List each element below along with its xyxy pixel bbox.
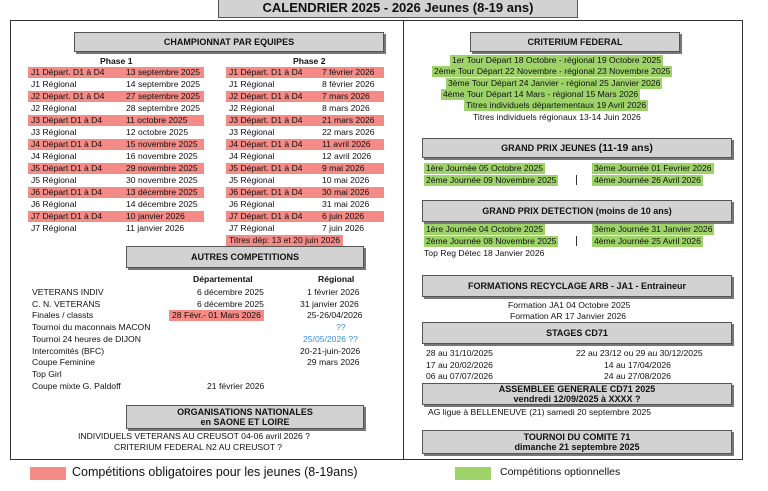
autres-row <box>32 381 392 392</box>
phase1-row <box>28 67 204 78</box>
phase1-label: J3 Départ D1 à D4 <box>31 115 103 125</box>
phase2-label: J4 Départ. D1 à D4 <box>229 139 303 149</box>
criterium-title: CRITERIUM FEDERAL <box>527 37 623 47</box>
phase2-row <box>226 139 384 150</box>
phase2-label: J7 Régional <box>229 223 275 233</box>
gp-detection-top: Top Reg Détec 18 Janvier 2026 <box>424 248 545 258</box>
autres-label: Finales / classts <box>32 310 94 321</box>
phase1-label: J6 Départ D1 à D4 <box>31 187 103 197</box>
assemblee-line: AG ligue à BELLENEUVE (21) samedi 20 septembre 2025 <box>428 407 652 417</box>
gp-detection-j1: 1ère Journée 04 Octobre 2025 <box>426 224 544 234</box>
phase2-label: J3 Départ. D1 à D4 <box>229 115 303 125</box>
stages-title: STAGES CD71 <box>546 328 608 338</box>
phase1-date: 11 octobre 2025 <box>126 115 188 125</box>
phase1-date: 11 janvier 2026 <box>126 223 185 233</box>
phase1-row <box>28 79 204 90</box>
championnat-title: CHAMPIONNAT PAR EQUIPES <box>163 37 295 47</box>
gp-jeunes-title: GRAND PRIX JEUNES <box>501 143 597 153</box>
phase1-label: J2 Régional <box>31 103 77 113</box>
gp-detection-title: GRAND PRIX DETECTION <box>482 206 594 216</box>
phase1-date: 14 décembre 2025 <box>126 199 198 209</box>
gp-jeunes-header <box>422 138 732 158</box>
phase2-label: J1 Départ. D1 à D4 <box>229 67 303 77</box>
autres-label: Coupe Feminine <box>32 357 96 368</box>
autres-row <box>32 322 392 333</box>
autres-label: Coupe mixte G. Paldoff <box>32 380 121 391</box>
phase2-label: J2 Régional <box>229 103 275 113</box>
phase2-date: 21 mars 2026 <box>322 115 375 125</box>
autres-label: VETERANS INDIV <box>32 287 104 297</box>
legend-red-label: Compétitions obligatoires pour les jeunes (8-19ans) <box>72 465 358 479</box>
formations-line2: Formation AR 17 Janvier 2026 <box>510 311 627 321</box>
autres-label: Tournoi 24 heures de DIJON <box>32 333 141 344</box>
tournoi-title2: dimanche 21 septembre 2025 <box>514 442 640 452</box>
autres-row <box>32 299 392 310</box>
gp-detection-j3: 3ème Journée 31 Janvier 2026 <box>594 224 713 234</box>
column-divider <box>403 20 404 460</box>
formations-line1: Formation JA1 04 Octobre 2025 <box>508 300 631 310</box>
autres-row <box>32 346 392 357</box>
gp-jeunes-sep <box>576 175 577 185</box>
phase1-date: 30 novembre 2025 <box>126 175 198 185</box>
assemblee-header <box>422 383 732 405</box>
autres-label: Top Girl <box>32 368 62 379</box>
autres-dep: 6 décembre 2025 <box>197 298 264 309</box>
autres-reg: 29 mars 2026 <box>307 357 360 368</box>
phase1-date: 16 novembre 2025 <box>126 151 198 161</box>
frame-right <box>742 20 743 460</box>
autres-header <box>126 246 364 268</box>
stage-right: 14 au 17/04/2026 <box>604 359 671 370</box>
phase2-label: J7 Départ. D1 à D4 <box>229 211 303 221</box>
phase1-date: 12 octobre 2025 <box>126 127 189 137</box>
phase2-date: 30 mai 2026 <box>322 187 370 197</box>
phase1-label: J5 Départ D1 à D4 <box>31 163 103 173</box>
phase2-row <box>226 151 384 162</box>
criterium-header <box>470 32 680 52</box>
autres-reg: 31 janvier 2026 <box>300 298 359 309</box>
phase2-row <box>226 103 384 114</box>
criterium-line: Titres individuels départementaux 19 Avril 2026 <box>466 100 647 111</box>
gp-jeunes-j1: 1ère Journée 05 Octobre 2025 <box>426 163 544 173</box>
stages-header <box>422 322 732 344</box>
phase2-title: Phase 2 <box>293 56 326 66</box>
phase1-row <box>28 103 204 114</box>
gp-jeunes-j2: 2ème Journée 09 Novembre 2025 <box>426 175 557 185</box>
phase1-row <box>28 175 204 186</box>
gp-detection-header <box>422 200 732 222</box>
autres-reg: 25/05/2026 ?? <box>303 333 358 344</box>
phase2-row <box>226 223 384 234</box>
phase1-row <box>28 151 204 162</box>
phase2-date: 12 avril 2026 <box>322 151 372 161</box>
phase2-row <box>226 187 384 198</box>
phase1-date: 13 septembre 2025 <box>126 67 201 77</box>
autres-reg: ?? <box>336 322 346 333</box>
gp-detection-j2: 2ème Journée 08 Novembre 2025 <box>426 236 557 246</box>
phase2-date: 6 juin 2026 <box>322 211 365 221</box>
legend-red-swatch <box>30 467 66 480</box>
phase1-row <box>28 211 204 222</box>
phase2-row <box>226 175 384 186</box>
phase1-label: J5 Régional <box>31 175 77 185</box>
frame-top <box>10 20 743 21</box>
phase2-date: 31 mai 2026 <box>322 199 370 209</box>
orga-title1: ORGANISATIONS NATIONALES <box>177 407 313 417</box>
assemblee-title1: ASSEMBLEE GENERALE CD71 2025 <box>498 384 656 394</box>
page-title: CALENDRIER 2025 - 2026 Jeunes (8-19 ans) <box>262 0 534 15</box>
autres-label: Intercomités (BFC) <box>32 345 105 356</box>
stage-left: 06 au 07/07/2026 <box>426 371 493 381</box>
orga-line2: CRITERIUM FEDERAL N2 AU CREUSOT ? <box>114 442 283 452</box>
phase2-date: 10 mai 2026 <box>322 175 370 185</box>
phase1-date: 29 novembre 2025 <box>126 163 198 173</box>
criterium-line: 2ème Tour Départ 22 Novembre - régional 23 Novembre 2025 <box>434 66 671 77</box>
phase1-label: J4 Régional <box>31 151 77 161</box>
gp-detection-j4: 4ème Journée 25 Avril 2026 <box>594 236 701 246</box>
autres-label: C. N. VETERANS <box>32 298 101 309</box>
phase2-date: 7 mars 2026 <box>322 91 370 101</box>
assemblee-title2: vendredi 12/09/2025 à XXXX ? <box>513 394 641 404</box>
page-title-box <box>218 0 578 18</box>
formations-header <box>422 275 732 297</box>
phase1-row <box>28 199 204 210</box>
phase1-row <box>28 91 204 102</box>
stage-left: 28 au 31/10/2025 <box>426 348 493 358</box>
phase1-row <box>28 139 204 150</box>
phase2-date: 8 février 2026 <box>322 79 375 89</box>
phase1-label: J6 Régional <box>31 199 77 209</box>
orga-title2: en SAONE ET LOIRE <box>200 417 290 427</box>
legend-green-swatch <box>455 467 491 480</box>
autres-reg: 25-26/04/2026 <box>307 310 363 321</box>
col-reg-header: Régional <box>318 274 355 284</box>
phase2-label: J2 Départ. D1 à D4 <box>229 91 303 101</box>
autres-dep: 6 décembre 2025 <box>197 287 264 297</box>
phase1-title: Phase 1 <box>100 56 133 66</box>
phase1-label: J7 Départ D1 à D4 <box>31 211 103 221</box>
autres-dep: 21 février 2026 <box>207 380 265 391</box>
phase1-row <box>28 127 204 138</box>
autres-row <box>32 310 392 321</box>
phase1-date: 14 septembre 2025 <box>126 79 201 89</box>
gp-detection-sep <box>576 236 577 246</box>
phase2-row <box>226 79 384 90</box>
phase2-date: 11 avril 2026 <box>322 139 371 149</box>
stage-left: 17 au 20/02/2026 <box>426 359 493 370</box>
phase2-date: 9 mai 2026 <box>322 163 365 173</box>
orga-line1: INDIVIDUELS VETERANS AU CREUSOT 04-06 avril 2026 ? <box>78 431 310 441</box>
col-dep-header: Départemental <box>193 274 253 284</box>
autres-label: Tournoi du maconnais MACON <box>32 322 151 333</box>
autres-dep: 28 Févr.- 01 Mars 2026 <box>169 310 264 321</box>
gp-jeunes-j3: 3ème Journée 01 Fevrier 2026 <box>594 163 712 173</box>
phase2-label: J3 Régional <box>229 127 275 137</box>
autres-title: AUTRES COMPETITIONS <box>190 252 299 262</box>
phase1-date: 10 janvier 2026 <box>126 211 185 221</box>
formations-title: FORMATIONS RECYCLAGE ARB - JA1 - Entraineur <box>467 281 686 291</box>
phase2-date: 7 février 2026 <box>322 67 375 77</box>
autres-row <box>32 357 392 368</box>
tournoi-title1: TOURNOI DU COMITE 71 <box>523 432 631 442</box>
phase1-row <box>28 163 204 174</box>
phase1-row <box>28 223 204 234</box>
stage-right: 22 au 23/12 ou 29 au 30/12/2025 <box>576 348 703 358</box>
phase2-date: 8 mars 2026 <box>322 103 370 113</box>
phase1-label: J7 Régional <box>31 223 77 233</box>
phase2-row <box>226 127 384 138</box>
phase1-label: J3 Régional <box>31 127 77 137</box>
phase2-row <box>226 67 384 78</box>
phase2-row <box>226 199 384 210</box>
titres-dep-text: Titres dép: 13 et 20 juin 2026 <box>229 235 340 245</box>
phase2-date: 7 juin 2026 <box>322 223 365 233</box>
phase1-row <box>28 187 204 198</box>
criterium-line: Titres individuels régionaux 13-14 Juin 2026 <box>473 111 641 122</box>
phase2-label: J6 Départ. D1 à D4 <box>229 187 303 197</box>
phase2-row <box>226 163 384 174</box>
legend-green-label: Compétitions optionnelles <box>500 466 621 478</box>
criterium-line: 4ème Tour Départ 14 Mars - régional 15 Mars 2026 <box>443 88 639 99</box>
frame-left <box>10 20 11 460</box>
phase2-label: J5 Départ. D1 à D4 <box>229 163 303 173</box>
criterium-line: 1er Tour Départ 18 Octobre - régional 19 Octobre 2025 <box>452 55 662 65</box>
phase2-label: J4 Régional <box>229 151 275 161</box>
autres-reg: 20-21-juin-2026 <box>300 345 361 356</box>
gp-detection-title-suffix: (moins de 10 ans) <box>595 206 672 216</box>
gp-jeunes-j4: 4ème Journée 26 Avril 2026 <box>594 175 701 185</box>
phase1-row <box>28 115 204 126</box>
phase1-label: J1 Départ. D1 à D4 <box>31 67 105 77</box>
tournoi-header <box>422 430 732 454</box>
criterium-line: 3ème Tour Départ 24 Janvier - régional 25 Janvier 2026 <box>448 77 661 88</box>
phase2-date: 22 mars 2026 <box>322 127 375 137</box>
phase1-date: 13 décembre 2025 <box>126 187 198 197</box>
autres-row <box>32 287 392 298</box>
phase2-label: J1 Régional <box>229 79 275 89</box>
phase1-label: J1 Régional <box>31 79 77 89</box>
autres-reg: 1 février 2026 <box>307 287 360 297</box>
autres-row <box>32 334 392 345</box>
orga-header <box>126 405 364 429</box>
frame-bottom <box>10 459 743 460</box>
phase2-row <box>226 91 384 102</box>
phase2-label: J6 Régional <box>229 199 275 209</box>
phase1-date: 27 septembre 2025 <box>126 91 201 101</box>
phase1-date: 15 novembre 2025 <box>126 139 198 149</box>
championnat-header <box>74 32 384 52</box>
phase2-label: J5 Régional <box>229 175 275 185</box>
phase1-label: J4 Départ D1 à D4 <box>31 139 103 149</box>
phase1-label: J2 Départ. D1 à D4 <box>31 91 105 101</box>
gp-jeunes-title-suffix: (11-19 ans) <box>598 142 653 154</box>
autres-row <box>32 369 392 380</box>
phase2-row <box>226 115 384 126</box>
phase1-date: 28 septembre 2025 <box>126 103 201 113</box>
stage-right: 24 au 27/08/2026 <box>604 371 671 381</box>
phase2-row <box>226 211 384 222</box>
titres-dep-row <box>226 235 343 246</box>
